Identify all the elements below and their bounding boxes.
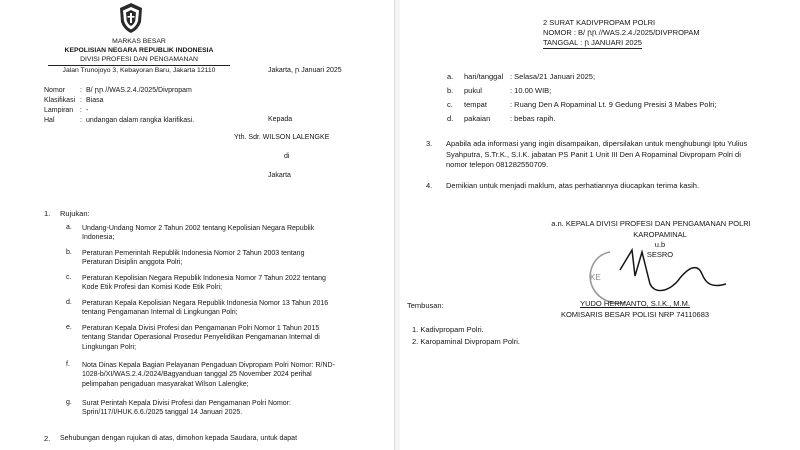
meta-value: B/ ꞃꞃ //WAS.2.4./2025/Divpropam [86, 87, 192, 94]
addressee-name: Yth. Sdr. WILSON LALENGKE [234, 134, 330, 141]
reference-text: Peraturan Kepolisian Negara Republik Indonesia Nomor 7 Tahun 2022 tentang Kode Etik Profesi dan Komisi Kode Etik Polri; [82, 275, 326, 292]
addressee-di: di [284, 153, 290, 160]
meta-row-klasifikasi [44, 97, 104, 106]
signature-ub: u.b [654, 240, 666, 249]
meta-key: Nomor [44, 87, 66, 94]
paragraph-4-text: Demikian untuk menjadi maklum, atas perhatiannya diucapkan terima kasih. [446, 181, 700, 190]
reference-text: Peraturan Pemerintah Republik Indonesia Nomor 2 Tahun 2003 tentang Peraturan Disiplin anggota Polri; [82, 250, 305, 267]
cc-item: 2. Karopaminal Divpropam Polri. [412, 337, 520, 346]
reference-letter: b. [66, 249, 72, 256]
detail-key: pukul [464, 86, 482, 95]
meta-key: Klasifikasi [44, 97, 76, 104]
meta-row-lampiran [44, 107, 88, 116]
meta-row-hal [44, 117, 194, 126]
letter-page-1 [0, 0, 394, 450]
addressee-city: Jakarta [268, 172, 291, 179]
signature-position: SESRO [646, 250, 674, 259]
place-date: Jakarta, ꞃ Januari 2025 [268, 67, 342, 74]
police-crest-icon [118, 2, 144, 34]
section-2-text: Sehubungan dengan rujukan di atas, dimohon kepada Saudara, untuk dapat [60, 435, 298, 442]
section-2-number: 2. [44, 434, 51, 443]
reference-letter: g. [66, 399, 72, 406]
detail-value: : bebas rapih. [510, 114, 556, 123]
reference-text: Surat Perintah Kepala Divisi Profesi dan Pengamanan Polri Nomor: Sprin/117/I/HUK.6.6./2025 tanggal 14 Januari 2025. [82, 400, 291, 417]
signature-office: KAROPAMINAL [633, 230, 687, 239]
continuation-header-title: 2 SURAT KADIVPROPAM POLRI [543, 18, 656, 27]
stamp-fragment: KE [590, 273, 601, 282]
meta-value: Biasa [86, 97, 104, 104]
addressee-kepada: Kepada [268, 116, 293, 123]
reference-letter: e. [66, 324, 72, 331]
letter-page-2 [400, 0, 800, 450]
detail-letter: a. [447, 72, 454, 81]
meta-colon: : [80, 117, 82, 124]
reference-text: Peraturan Kepala Kepolisian Negara Republik Indonesia Nomor 13 Tahun 2016 tentang Pengamanan Internal di Lingkungan Polri; [82, 300, 329, 317]
signatory-name: YUDO HERMANTO, S.I.K., M.M. [580, 299, 690, 308]
paragraph-3-number: 3. [426, 139, 433, 148]
letterhead-address: Jalan Trunojoyo 3, Kebayoran Baru, Jakarta 12110 [48, 65, 230, 75]
reference-letter: a. [66, 224, 72, 231]
meta-key: Lampiran [44, 107, 74, 114]
section-1-number: 1. [44, 209, 51, 218]
reference-letter: c. [66, 274, 72, 281]
detail-value: : 10.00 WIB; [510, 86, 552, 95]
meta-colon: : [80, 107, 82, 114]
detail-value: : Selasa/21 Januari 2025; [510, 72, 596, 81]
detail-letter: d. [447, 114, 454, 123]
section-1-title: Rujukan: [60, 209, 90, 218]
reference-text: Nota Dinas Kepala Bagian Pelayanan Pengaduan Divpropam Polri Nomor: R/ND-1028-b/XI/WAS.2.4./2024/Bagyanduan tanggal 25 November 2024 perihal pelimpahan pengaduan masyarakat Wilson Lalengke; [82, 362, 335, 388]
reference-letter: d. [66, 299, 72, 306]
signature-authority: a.n. KEPALA DIVISI PROFESI DAN PENGAMANAN POLRI [551, 219, 751, 228]
meta-colon: : [80, 97, 82, 104]
detail-letter: b. [447, 86, 454, 95]
continuation-header-date: TANGGAL : ꞃ JANUARI 2025 [543, 38, 642, 49]
meta-value: undangan dalam rangka klarifikasi. [86, 117, 195, 124]
cc-title: Tembusan: [407, 301, 444, 310]
reference-text: Peraturan Kepala Divisi Profesi dan Pengamanan Polri Nomor 1 Tahun 2015 tentang Standar Operasional Prosedur Penyelidikan Pengamanan Internal di Lingkungan Polri; [82, 325, 320, 351]
letterhead-line-3: DIVISI PROFESI DAN PENGAMANAN [80, 56, 198, 63]
detail-key: hari/tanggal [464, 72, 504, 81]
continuation-header-number: NOMOR : B/ ꞃꞃ //WAS.2.4./2025/DIVPROPAM [543, 28, 700, 37]
meta-value: - [86, 107, 89, 114]
detail-key: pakaian [464, 114, 491, 123]
meta-row-nomor [44, 87, 192, 96]
meta-key: Hal [44, 117, 55, 124]
cc-item: 1. Kadivpropam Polri. [412, 325, 484, 334]
detail-key: tempat [464, 100, 487, 109]
letterhead-line-1: MARKAS BESAR [112, 38, 166, 45]
detail-letter: c. [447, 100, 453, 109]
reference-letter: f. [66, 361, 70, 368]
reference-text: Undang-Undang Nomor 2 Tahun 2002 tentang Kepolisian Negara Republik Indonesia; [82, 225, 315, 242]
detail-value: : Ruang Den A Ropaminal Lt. 9 Gedung Presisi 3 Mabes Polri; [510, 100, 717, 109]
letterhead-line-2: KEPOLISIAN NEGARA REPUBLIK INDONESIA [64, 47, 214, 54]
signatory-rank-nrp: KOMISARIS BESAR POLISI NRP 74110683 [560, 310, 710, 319]
meta-colon: : [80, 87, 82, 94]
paragraph-4-number: 4. [426, 181, 433, 190]
paragraph-3-text: Apabila ada informasi yang ingin disampaikan, dipersilakan untuk menghubungi Iptu Yulius Syahputra, S.Tr.K., S.I.K. jabatan PS Panit 1 Unit III Den A Ropaminal Divpropam Polri di nomor telepon 081282550709. [446, 139, 748, 169]
